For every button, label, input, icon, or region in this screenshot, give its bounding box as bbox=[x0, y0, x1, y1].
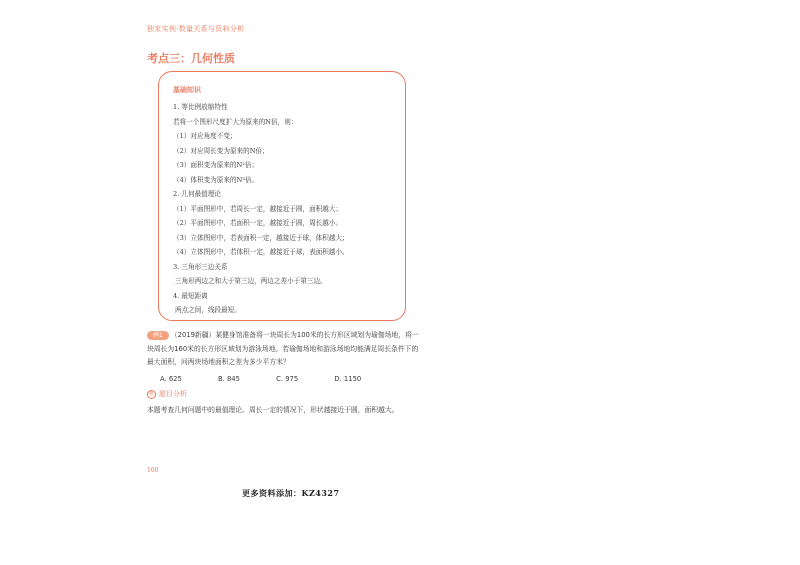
knowledge-line: （3）面积变为原来的N²倍； bbox=[173, 161, 259, 169]
answer-options bbox=[160, 375, 395, 383]
example-text: （2019新疆）某健身馆准备将一块周长为100米的长方形区域划为瑜伽场地，将一块周长为160米的长方形区域划为游泳场地。若瑜伽场地和游泳场地均能满足周长条件下的最大面积，问两块场地面积之差为多少平方米？ bbox=[147, 331, 419, 366]
knowledge-line: （4）体积变为原来的N³倍。 bbox=[173, 176, 259, 184]
example-question bbox=[147, 329, 422, 370]
knowledge-line: 三角形两边之和大于第三边，两边之差小于第三边。 bbox=[175, 277, 327, 285]
knowledge-line: 若将一个图形尺度扩大为原来的N倍，则： bbox=[173, 118, 298, 126]
page-number: 100 bbox=[147, 467, 159, 474]
example-badge: 例1 bbox=[147, 331, 169, 340]
knowledge-line: 3. 三角形三边关系 bbox=[173, 263, 228, 271]
knowledge-line: （1）对应角度不变； bbox=[173, 132, 237, 140]
knowledge-label: 基础知识 bbox=[173, 86, 201, 94]
analysis-heading bbox=[147, 389, 187, 399]
knowledge-line: （1）平面图形中，若周长一定，越接近于圆，面积越大； bbox=[173, 205, 343, 213]
analysis-icon: 析 bbox=[148, 390, 154, 397]
option-c: C. 975 bbox=[276, 375, 299, 383]
knowledge-box bbox=[158, 71, 406, 321]
knowledge-line: （4）立体图形中，若体积一定，越接近于球，表面积越小。 bbox=[173, 248, 349, 256]
knowledge-line: （2）平面图形中，若面积一定，越接近于圆，周长越小。 bbox=[173, 219, 343, 227]
analysis-heading-text: 题目分析 bbox=[159, 390, 187, 398]
knowledge-line: （3）立体图形中，若表面积一定，越接近于球，体积越大； bbox=[173, 234, 349, 242]
analysis-text: 本题考查几何问题中的最值理论。周长一定的情况下，形状越接近于圆，面积越大。 bbox=[147, 406, 399, 414]
option-d: D. 1150 bbox=[334, 375, 362, 383]
knowledge-line: 2. 几何最值理论 bbox=[173, 190, 221, 198]
footer-note: 更多资料添加：KZ4327 bbox=[242, 488, 340, 498]
knowledge-line: 两点之间，线段最短。 bbox=[175, 306, 241, 314]
knowledge-line: （2）对应周长变为原来的N倍； bbox=[173, 147, 269, 155]
option-b: B. 845 bbox=[218, 375, 240, 383]
section-title: 考点三：几何性质 bbox=[147, 52, 235, 65]
option-a: A. 625 bbox=[160, 375, 182, 383]
knowledge-line: 4. 最短距离 bbox=[173, 292, 208, 300]
knowledge-line: 1. 等比例放缩特性 bbox=[173, 103, 228, 111]
running-header: 独家实例·数量关系与资料分析 bbox=[147, 25, 245, 33]
